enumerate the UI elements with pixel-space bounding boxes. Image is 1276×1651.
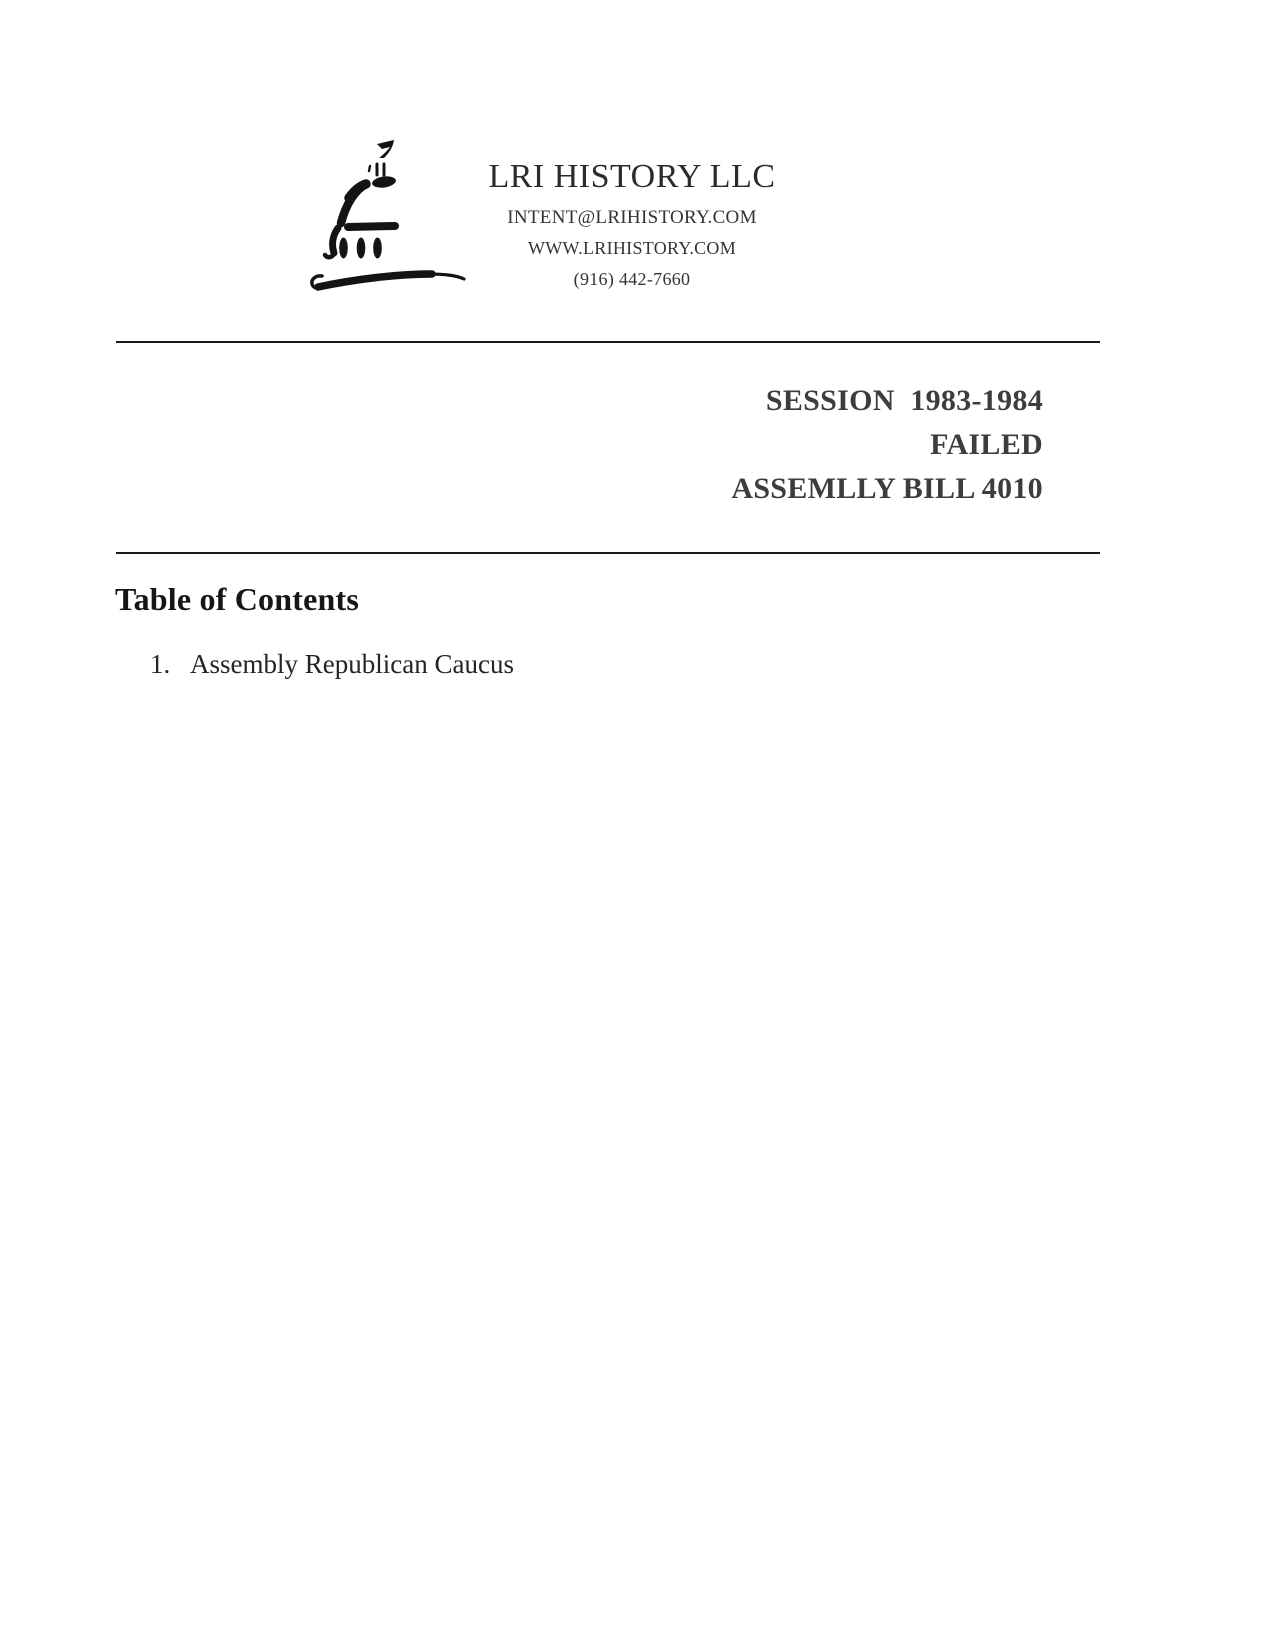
bill-line: ASSEMLLY BILL 4010 (731, 472, 1043, 505)
company-phone: (916) 442-7660 (573, 269, 691, 289)
logo-left-column (333, 228, 338, 253)
horizontal-rule-bottom (116, 552, 1100, 554)
session-block (731, 379, 1043, 511)
company-website: WWW.LRIHISTORY.COM (527, 238, 737, 258)
toc-title: Table of Contents (115, 581, 360, 617)
logo-column (357, 238, 366, 259)
status-line: FAILED (930, 428, 1043, 461)
toc-item-label: Assembly Republican Caucus (190, 649, 514, 679)
logo-left-column-foot (325, 253, 334, 257)
table-of-contents (115, 582, 514, 679)
logo-lantern (371, 175, 396, 189)
capitol-dome-logo (298, 131, 466, 295)
logo-column (339, 238, 348, 259)
toc-item (115, 649, 514, 679)
logo-flag (377, 140, 394, 158)
logo-tick (369, 166, 370, 171)
letterhead (452, 158, 812, 295)
session-line: SESSION 1983-1984 (765, 384, 1043, 417)
company-email: INTENT@LRIHISTORY.COM (507, 207, 757, 228)
company-name: LRI HISTORY LLC (488, 158, 776, 195)
logo-entablature (348, 226, 395, 227)
logo-column (373, 238, 382, 259)
logo-base-stroke (318, 274, 432, 287)
horizontal-rule-top (116, 341, 1100, 343)
logo-dome-stroke (341, 184, 366, 223)
toc-item-number: 1. (150, 649, 171, 679)
